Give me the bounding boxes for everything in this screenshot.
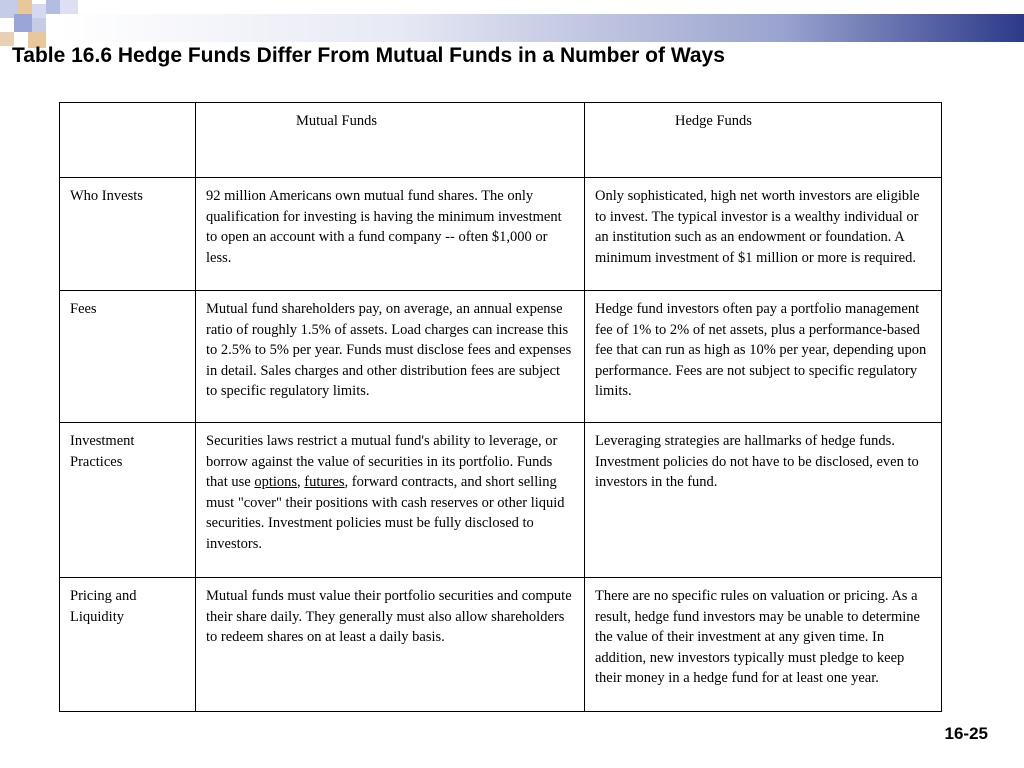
futures-link[interactable]: futures (304, 474, 345, 490)
table-row (60, 423, 942, 578)
mutual-funds-cell (196, 423, 585, 578)
decor-square (46, 0, 60, 14)
header-hedge-funds: Hedge Funds (585, 103, 942, 178)
header-mutual-funds: Mutual Funds (196, 103, 585, 178)
decor-square (14, 14, 32, 32)
mutual-funds-cell: Mutual funds must value their portfolio securities and compute their share daily. They generally must also allow shareholders to redeem shares on at least a daily basis. (196, 578, 585, 712)
row-label: Investment Practices (60, 423, 196, 578)
text-segment: , (297, 474, 305, 490)
hedge-funds-cell: There are no specific rules on valuation or pricing. As a result, hedge fund investors may be unable to determine the value of their investment at any given time. In addition, new investors typically must pledge to keep their money in a hedge fund for at least one year. (585, 578, 942, 712)
comparison-table (59, 102, 942, 712)
row-label: Fees (60, 291, 196, 423)
options-link[interactable]: options (254, 474, 298, 490)
mutual-funds-cell: 92 million Americans own mutual fund shares. The only qualification for investing is having the minimum investment to open an account with a fund company -- often $1,000 or less. (196, 178, 585, 291)
table-row (60, 178, 942, 291)
hedge-funds-cell: Only sophisticated, high net worth investors are eligible to invest. The typical investor is a wealthy individual or an institution such as an endowment or foundation. A minimum investment of $1 million or more is required. (585, 178, 942, 291)
mutual-funds-cell: Mutual fund shareholders pay, on average, an annual expense ratio of roughly 1.5% of assets. Load charges can increase this to 2.5% to 5% per year. Funds must disclose fees and expenses in detail. Sales charges and other distribution fees are subject to specific regulatory limits. (196, 291, 585, 423)
table-header-row (60, 103, 942, 178)
text-segment: , forward contracts, and short selling must "cover" their positions with cash reserves or other liquid securities. Investment policies must be fully disclosed to investors. (206, 474, 565, 552)
hedge-funds-cell: Leveraging strategies are hallmarks of hedge funds. Investment policies do not have to be disclosed, even to investors in the fund. (585, 423, 942, 578)
text-segment: Securities laws restrict a mutual fund's ability to leverage, or borrow against the value of securities in its portfolio. Funds that use (206, 433, 558, 490)
row-label: Pricing and Liquidity (60, 578, 196, 712)
table-row (60, 291, 942, 423)
hedge-funds-cell: Hedge fund investors often pay a portfolio management fee of 1% to 2% of net assets, plus a performance-based fee that can run as high as 10% per year, depending upon performance. Fees are not subject to specific regulatory limits. (585, 291, 942, 423)
page-number: 16-25 (944, 724, 988, 743)
row-label: Who Invests (60, 178, 196, 291)
table-row (60, 578, 942, 712)
header-empty-cell (60, 103, 196, 178)
slide-title: Table 16.6 Hedge Funds Differ From Mutual Funds in a Number of Ways (12, 44, 725, 67)
decor-square (18, 0, 32, 14)
decor-square (32, 18, 46, 32)
header-gradient-bar (60, 14, 1024, 42)
decor-square (32, 4, 46, 18)
